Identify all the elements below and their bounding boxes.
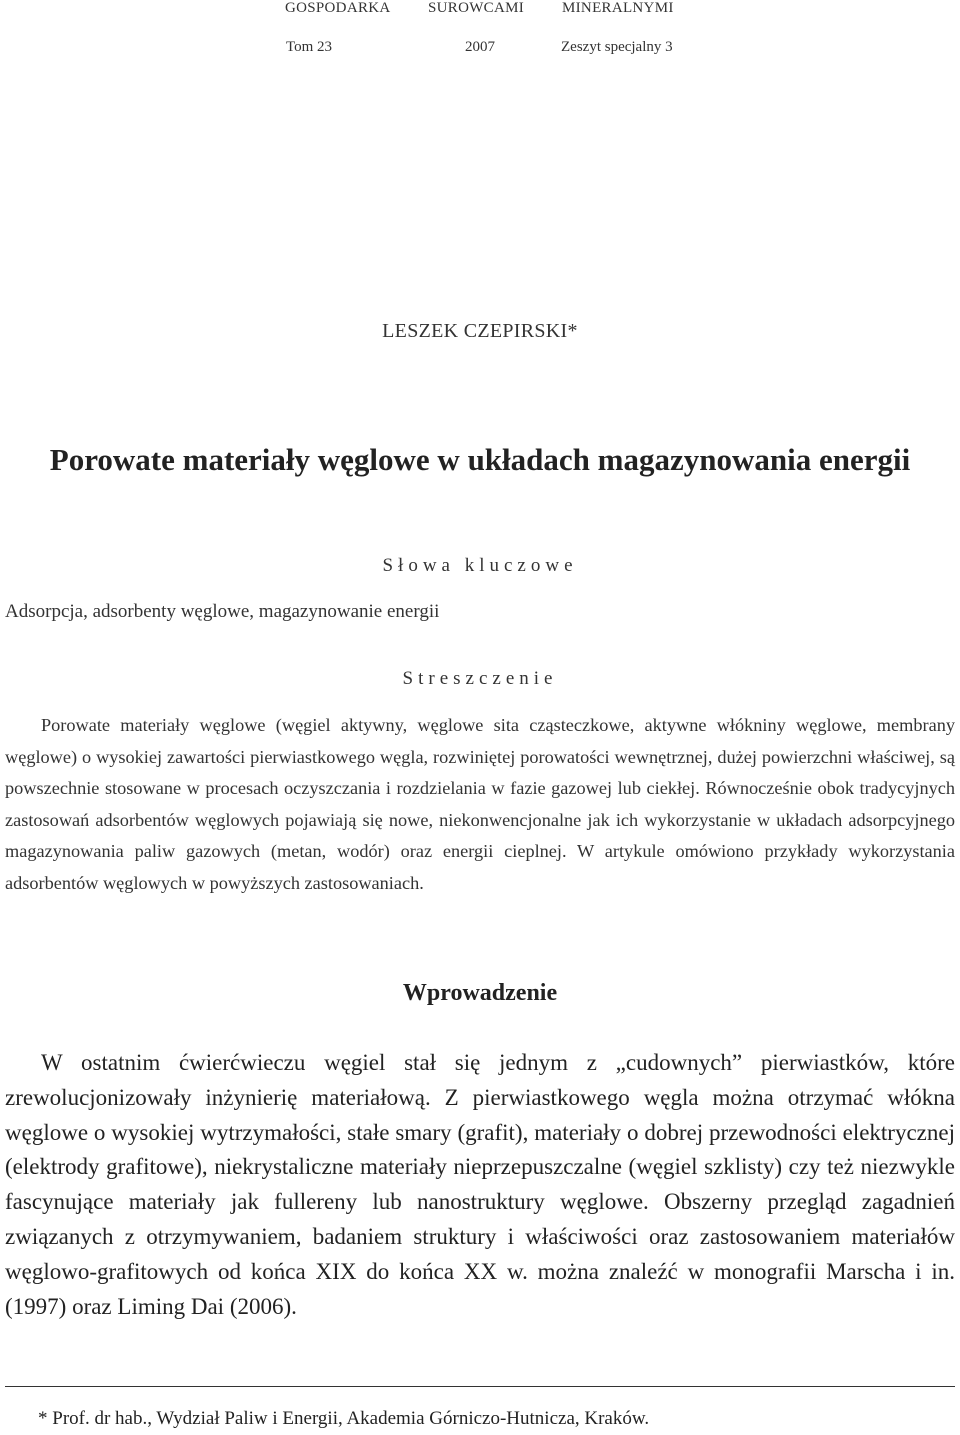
issue-label: Zeszyt specjalny 3 xyxy=(561,39,673,55)
publication-year: 2007 xyxy=(465,39,495,55)
abstract-paragraph: Porowate materiały węglowe (węgiel aktywny, węglowe sita cząsteczkowe, aktywne włókniny węglowe, membrany węglowe) o wysokiej zawartości pierwiastkowego węgla, rozwiniętej porowatości wewnętrznej, dużej powierzchni właściwej, są powszechnie stosowane w procesach oczyszczania i rozdzielania w fazie gazowej lub ciekłej. Równocześnie obok tradycyjnych zastosowań adsorbentów węglowych pojawiają się nowe, niekonwencjonalne jak ich wykorzystanie w układach adsorpcyjnego magazynowania paliw gazowych (metan, wodór) oraz energii cieplnej. W artykule omówiono przykłady wykorzystania adsorbentów węglowych w powyższych zastosowaniach. xyxy=(5,715,955,893)
journal-name-word-1: GOSPODARKA xyxy=(285,0,391,16)
journal-name-word-2: SUROWCAMI xyxy=(428,0,525,16)
section-heading-introduction: Wprowadzenie xyxy=(402,980,558,1006)
author-name: LESZEK CZEPIRSKI* xyxy=(382,320,578,342)
article-title: Porowate materiały węglowe w układach magazynowania energii xyxy=(49,442,911,477)
author-affiliation-footnote: * Prof. dr hab., Wydział Paliw i Energii, Akademia Górniczo-Hutnicza, Kraków. xyxy=(38,1408,650,1429)
keywords-text: Adsorpcja, adsorbenty węglowe, magazynowanie energii xyxy=(5,601,440,622)
abstract-text xyxy=(5,710,955,899)
abstract-heading: Streszczenie xyxy=(402,668,558,689)
volume-number: Tom 23 xyxy=(286,39,333,55)
footnote-divider xyxy=(5,1386,955,1387)
journal-name-word-3: MINERALNYMI xyxy=(562,0,674,16)
introduction-body xyxy=(5,1046,955,1324)
introduction-paragraph: W ostatnim ćwierćwieczu węgiel stał się jednym z „cudownych” pierwiastków, które zrewolucjonizowały inżynierię materiałową. Z pierwiastkowego węgla można otrzymać włókna węglowe o wysokiej wytrzymałości, stałe smary (grafit), materiały o dobrej przewodności elektrycznej (elektrody grafitowe), niekrystaliczne materiały nieprzepuszczalne (węgiel szklisty) czy też niezwykle fascynujące materiały jak fullereny lub nanostruktury węglowe. Obszerny przegląd zagadnień związanych z otrzymywaniem, badaniem struktury i właściwości oraz zastosowaniem materiałów węglowo-grafitowych od końca XIX do końca XX w. można znaleźć w monografii Marscha i in. (1997) oraz Liming Dai (2006). xyxy=(5,1050,955,1319)
running-header xyxy=(0,0,960,20)
keywords-heading: Słowa kluczowe xyxy=(382,555,578,576)
